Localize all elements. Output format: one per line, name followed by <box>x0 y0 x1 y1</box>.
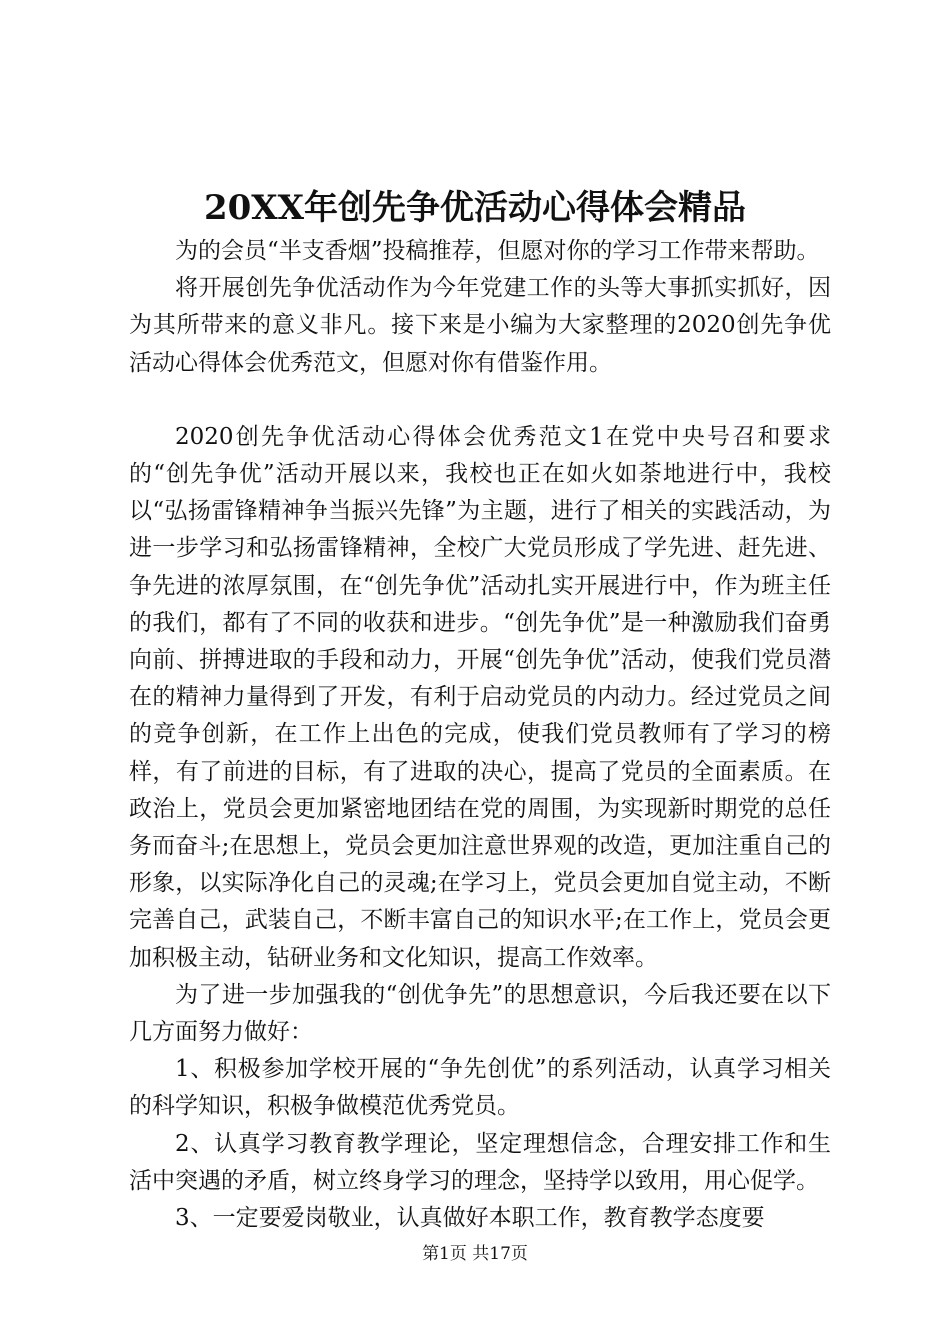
paragraph-essay-1: 2020创先争优活动心得体会优秀范文1在党中央号召和要求的“创先争优”活动开展以来，我校也正在如火如荼地进行中，我校以“弘扬雷锋精神争当振兴先锋”为主题，进行了相关的实践活动，为进一步学习和弘扬雷锋精神，全校广大党员形成了学先进、赶先进、争先进的浓厚氛围，在“创先争优”活动扎实开展进行中，作为班主任的我们，都有了不同的收获和进步。“创先争优”是一种激励我们奋勇向前、拼搏进取的手段和动力，开展“创先争优”活动，使我们党员潜在的精神力量得到了开发，有利于启动党员的内动力。经过党员之间的竞争创新，在工作上出色的完成，使我们党员教师有了学习的榜样，有了前进的目标，有了进取的决心，提高了党员的全面素质。在政治上，党员会更加紧密地团结在党的周围，为实现新时期党的总任务而奋斗;在思想上，党员会更加注意世界观的改造，更加注重自己的形象，以实际净化自己的灵魂;在学习上，党员会更加自觉主动，不断完善自己，武装自己，不断丰富自己的知识水平;在工作上，党员会更加积极主动，钻研业务和文化知识，提高工作效率。 <box>129 423 831 971</box>
paragraph-intro: 为的会员“半支香烟”投稿推荐，但愿对你的学习工作带来帮助。 <box>175 238 820 264</box>
document-body <box>129 233 831 1237</box>
page-number-footer: 第1页 共17页 <box>422 1244 528 1264</box>
list-item-2: 2、认真学习教育教学理论，坚定理想信念，合理安排工作和生活中突遇的矛盾，树立终身学习的理念，坚持学以致用，用心促学。 <box>129 1130 831 1194</box>
document-title: 20XX年创先争优活动心得体会精品 <box>203 188 747 228</box>
list-item-3: 3、一定要爱岗敬业，认真做好本职工作，教育教学态度要 <box>175 1205 765 1232</box>
list-item-1: 1、积极参加学校开展的“争先创优”的系列活动，认真学习相关的科学知识，积极争做模范优秀党员。 <box>129 1056 831 1120</box>
paragraph-summary: 将开展创先争优活动作为今年党建工作的头等大事抓实抓好，因为其所带来的意义非凡。接下来是小编为大家整理的2020创先争优活动心得体会优秀范文，但愿对你有借鉴作用。 <box>129 275 831 376</box>
paragraph-plan-intro: 为了进一步加强我的“创优争先”的思想意识，今后我还要在以下几方面努力做好： <box>129 981 831 1046</box>
